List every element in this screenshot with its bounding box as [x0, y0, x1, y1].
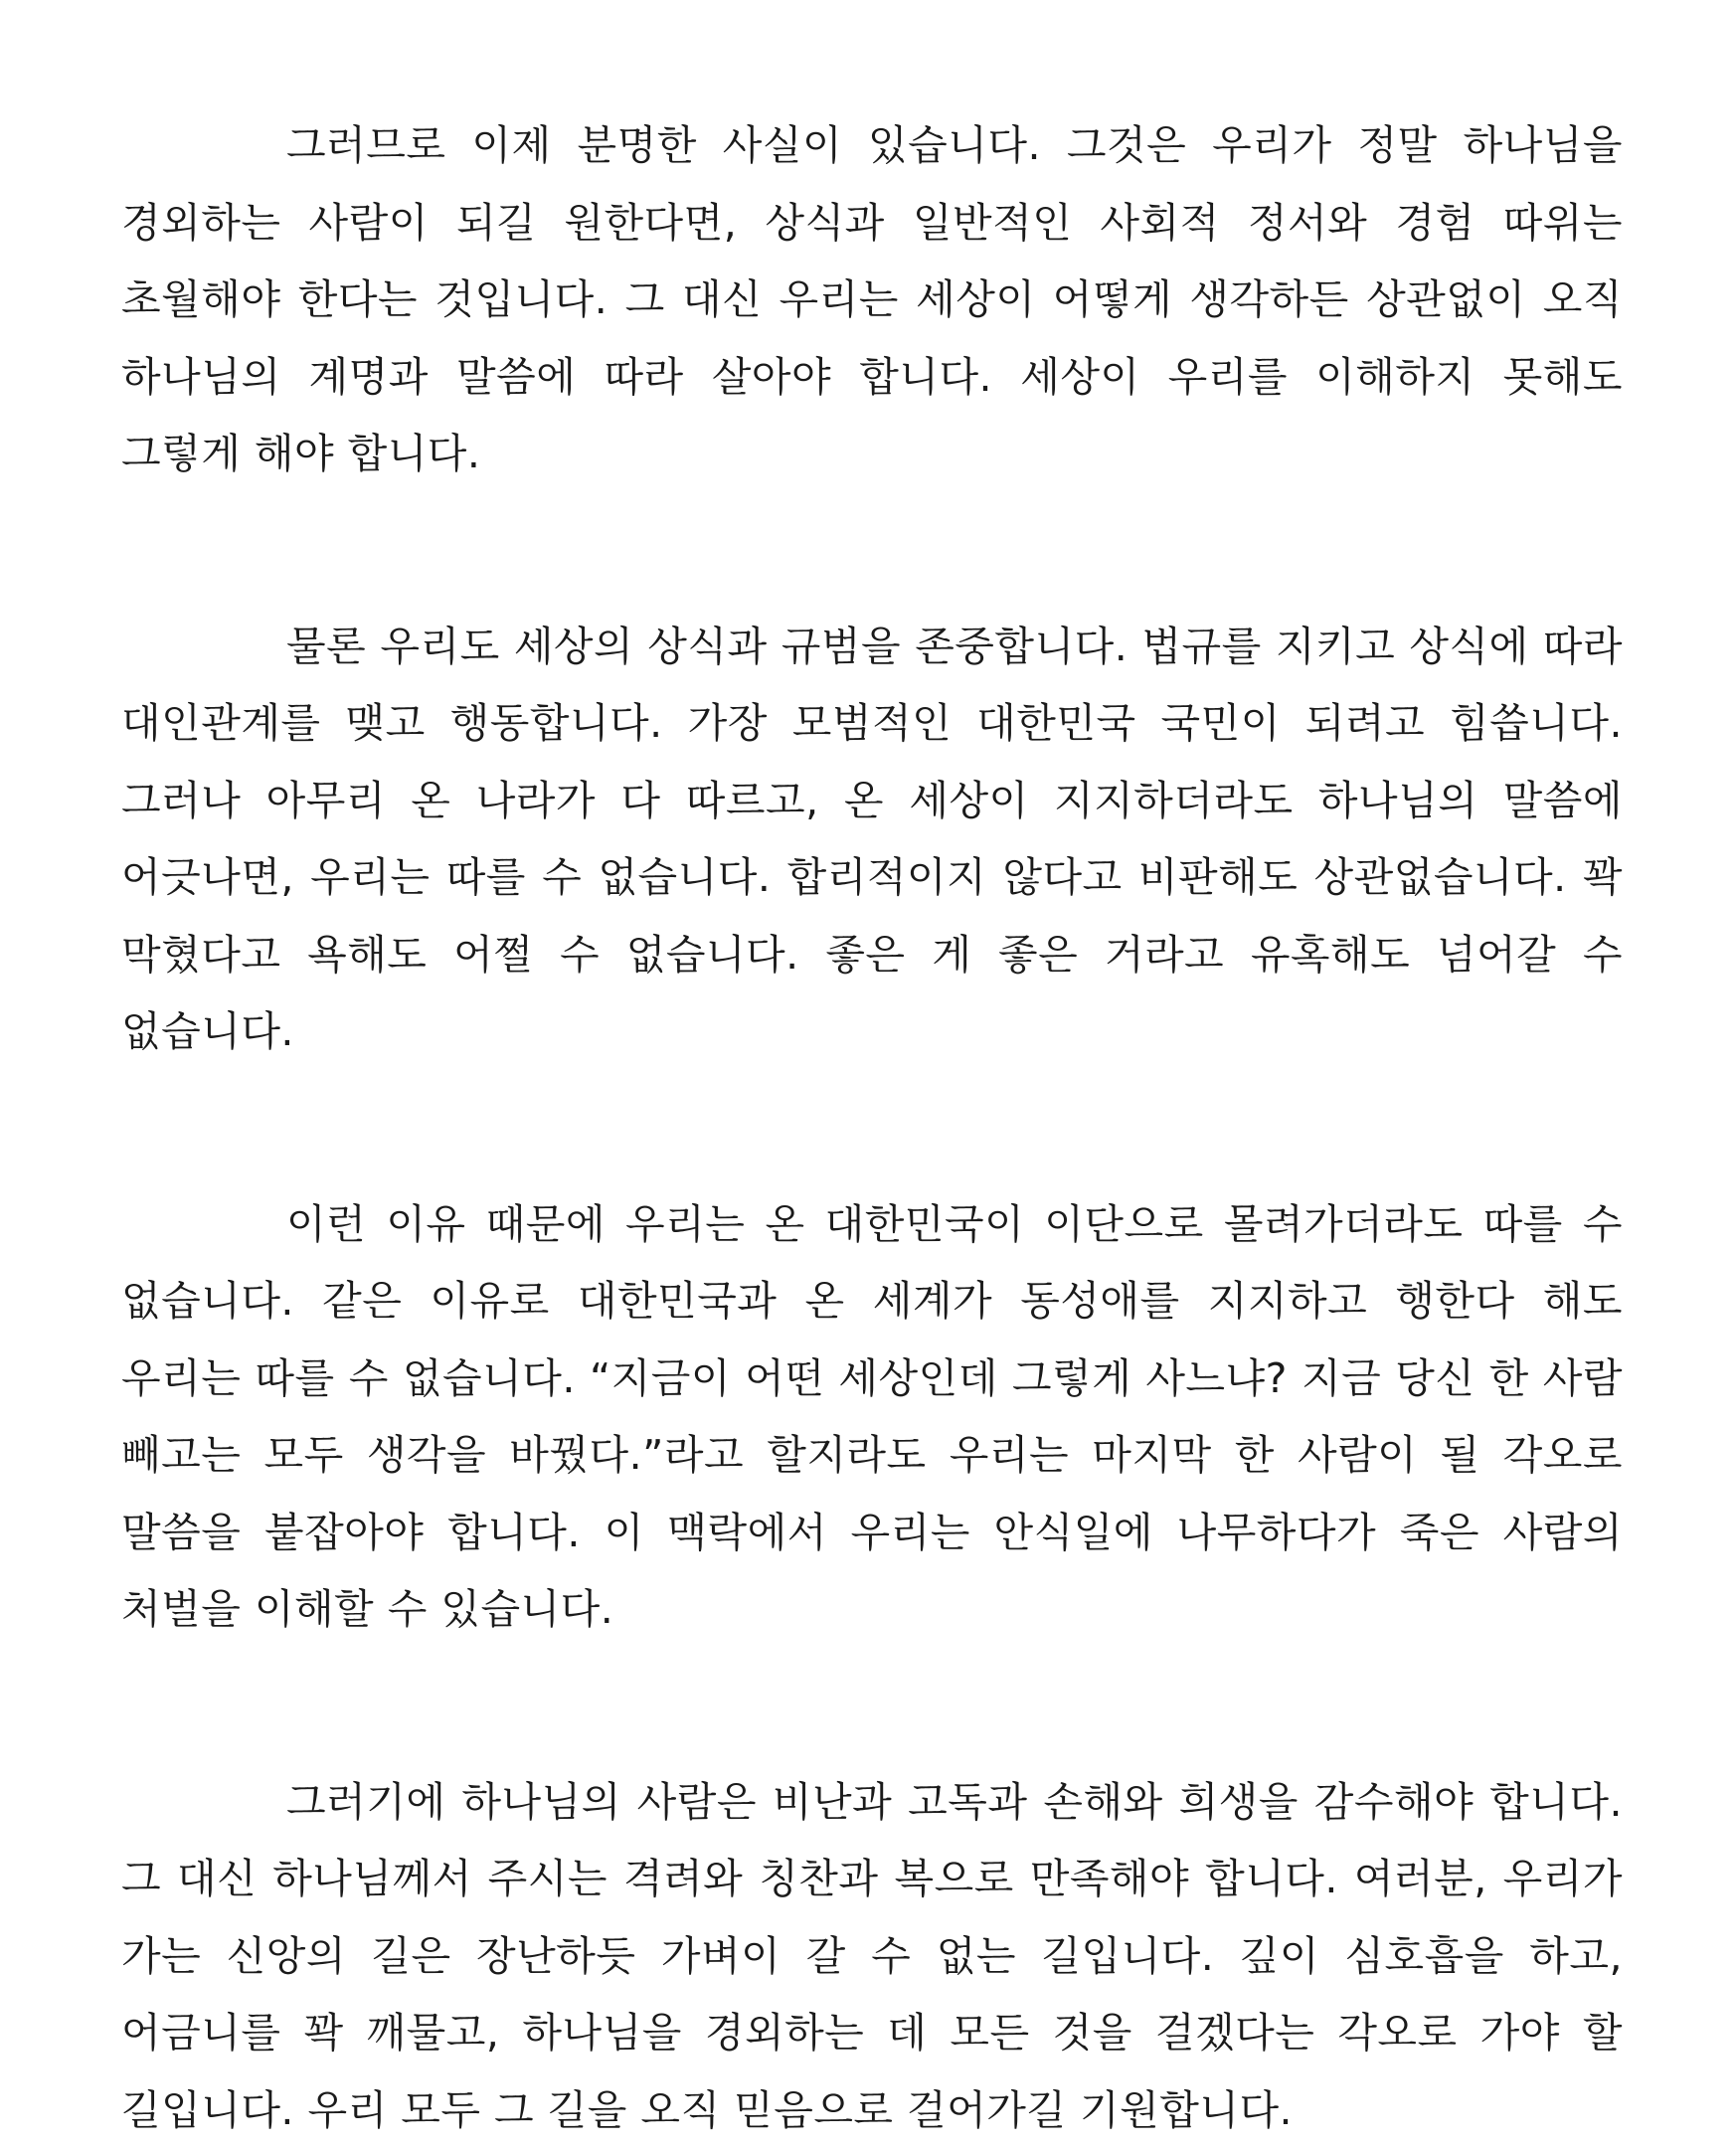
document-page	[121, 107, 1623, 2149]
paragraph-2: 물론 우리도 세상의 상식과 규범을 존중합니다. 법규를 지키고 상식에 따라 대인관계를 맺고 행동합니다. 가장 모범적인 대한민국 국민이 되려고 힘씁니다. 그러나 아무리 온 나라가 다 따르고, 온 세상이 지지하더라도 하나님의 말씀에 어긋나면, 우리는 따를 수 없습니다. 합리적이지 않다고 비판해도 상관없습니다. 꽉 막혔다고 욕해도 어쩔 수 없습니다. 좋은 게 좋은 거라고 유혹해도 넘어갈 수 없습니다.	[121, 609, 1623, 1071]
paragraph-1: 그러므로 이제 분명한 사실이 있습니다. 그것은 우리가 정말 하나님을 경외하는 사람이 되길 원한다면, 상식과 일반적인 사회적 정서와 경험 따위는 초월해야 한다는 것입니다. 그 대신 우리는 세상이 어떻게 생각하든 상관없이 오직 하나님의 계명과 말씀에 따라 살아야 합니다. 세상이 우리를 이해하지 못해도 그렇게 해야 합니다.	[121, 107, 1623, 493]
paragraph-4: 그러기에 하나님의 사람은 비난과 고독과 손해와 희생을 감수해야 합니다. 그 대신 하나님께서 주시는 격려와 칭찬과 복으로 만족해야 합니다. 여러분, 우리가 가는 신앙의 길은 장난하듯 가벼이 갈 수 없는 길입니다. 깊이 심호흡을 하고, 어금니를 꽉 깨물고, 하나님을 경외하는 데 모든 것을 걸겠다는 각오로 가야 할 길입니다. 우리 모두 그 길을 오직 믿음으로 걸어가길 기원합니다.	[121, 1764, 1623, 2149]
paragraph-3: 이런 이유 때문에 우리는 온 대한민국이 이단으로 몰려가더라도 따를 수 없습니다. 같은 이유로 대한민국과 온 세계가 동성애를 지지하고 행한다 해도 우리는 따를 수 없습니다. “지금이 어떤 세상인데 그렇게 사느냐? 지금 당신 한 사람 빼고는 모두 생각을 바꿨다.”라고 할지라도 우리는 마지막 한 사람이 될 각오로 말씀을 붙잡아야 합니다. 이 맥락에서 우리는 안식일에 나무하다가 죽은 사람의 처벌을 이해할 수 있습니다.	[121, 1186, 1623, 1649]
